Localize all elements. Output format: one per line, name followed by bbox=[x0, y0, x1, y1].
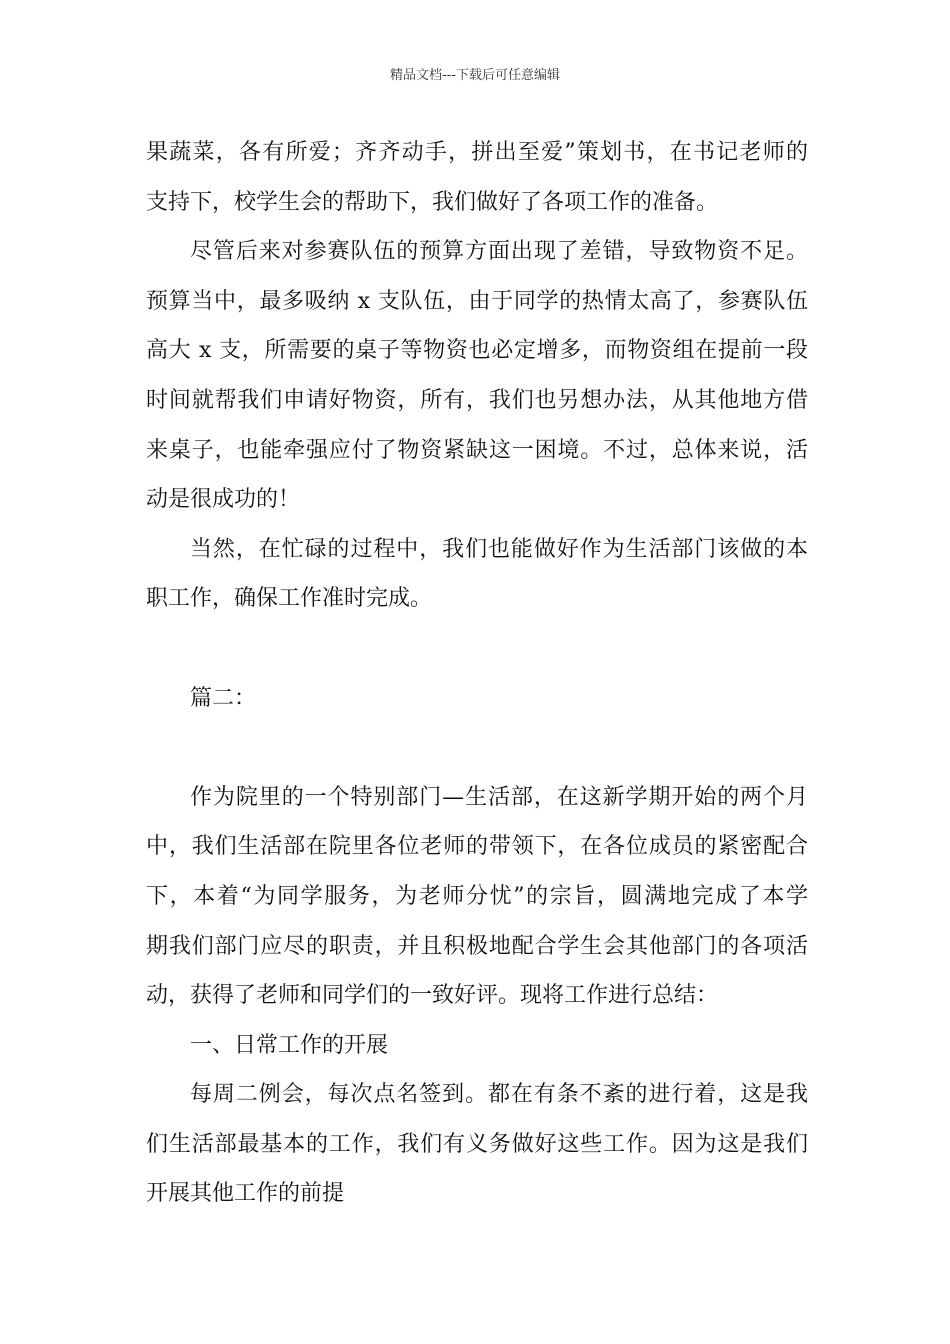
text-line: 高大 x 支，所需要的桌子等物资也必定增多，而物资组在提前一段 bbox=[146, 338, 808, 364]
page-header: 精品文档---下载后可任意编辑 bbox=[389, 68, 561, 83]
text-line: 期我们部门应尽的职责，并且积极地配合学生会其他部门的各项活 bbox=[146, 933, 808, 959]
paragraph bbox=[146, 773, 808, 1021]
text-line: 们生活部最基本的工作，我们有义务做好这些工作。因为这是我们 bbox=[146, 1131, 808, 1157]
section-heading: 篇二： bbox=[190, 685, 257, 711]
text-line: 支持下，校学生会的帮助下，我们做好了各项工作的准备。 bbox=[146, 189, 719, 215]
text-line: 果蔬菜，各有所爱；齐齐动手，拼出至爱”策划书，在书记老师的 bbox=[146, 140, 808, 165]
text-line: 时间就帮我们申请好物资，所有，我们也另想办法，从其他地方借 bbox=[146, 387, 808, 413]
text-line: 动是很成功的！ bbox=[146, 487, 301, 513]
text-line: 当然，在忙碌的过程中，我们也能做好作为生活部门该做的本 bbox=[190, 536, 808, 562]
paragraph bbox=[146, 525, 808, 624]
text-line: 开展其他工作的前提 bbox=[146, 1181, 345, 1207]
text-line: 中，我们生活部在院里各位老师的带领下，在各位成员的紧密配合 bbox=[146, 834, 808, 860]
text-line: 动，获得了老师和同学们的一致好评。现将工作进行总结： bbox=[146, 983, 719, 1009]
section-heading: 一、日常工作的开展 bbox=[190, 1032, 389, 1058]
paragraph bbox=[146, 227, 808, 525]
document-body bbox=[146, 128, 808, 1219]
spacer bbox=[146, 624, 808, 674]
text-line: 来桌子，也能牵强应付了物资紧缺这一困境。不过，总体来说，活 bbox=[146, 437, 808, 463]
text-line: 预算当中，最多吸纳 x 支队伍，由于同学的热情太高了，参赛队伍 bbox=[146, 288, 808, 314]
text-line: 职工作，确保工作准时完成。 bbox=[146, 586, 433, 612]
paragraph bbox=[146, 1070, 808, 1219]
spacer bbox=[146, 723, 808, 773]
text-line: 下，本着“为同学服务，为老师分忧”的宗旨，圆满地完成了本学 bbox=[146, 883, 808, 909]
text-line: 每周二例会，每次点名签到。都在有条不紊的进行着，这是我 bbox=[190, 1082, 808, 1108]
text-line: 作为院里的一个特别部门—生活部，在这新学期开始的两个月 bbox=[190, 784, 808, 810]
paragraph bbox=[146, 128, 808, 227]
text-line: 尽管后来对参赛队伍的预算方面出现了差错，导致物资不足。 bbox=[190, 239, 808, 265]
